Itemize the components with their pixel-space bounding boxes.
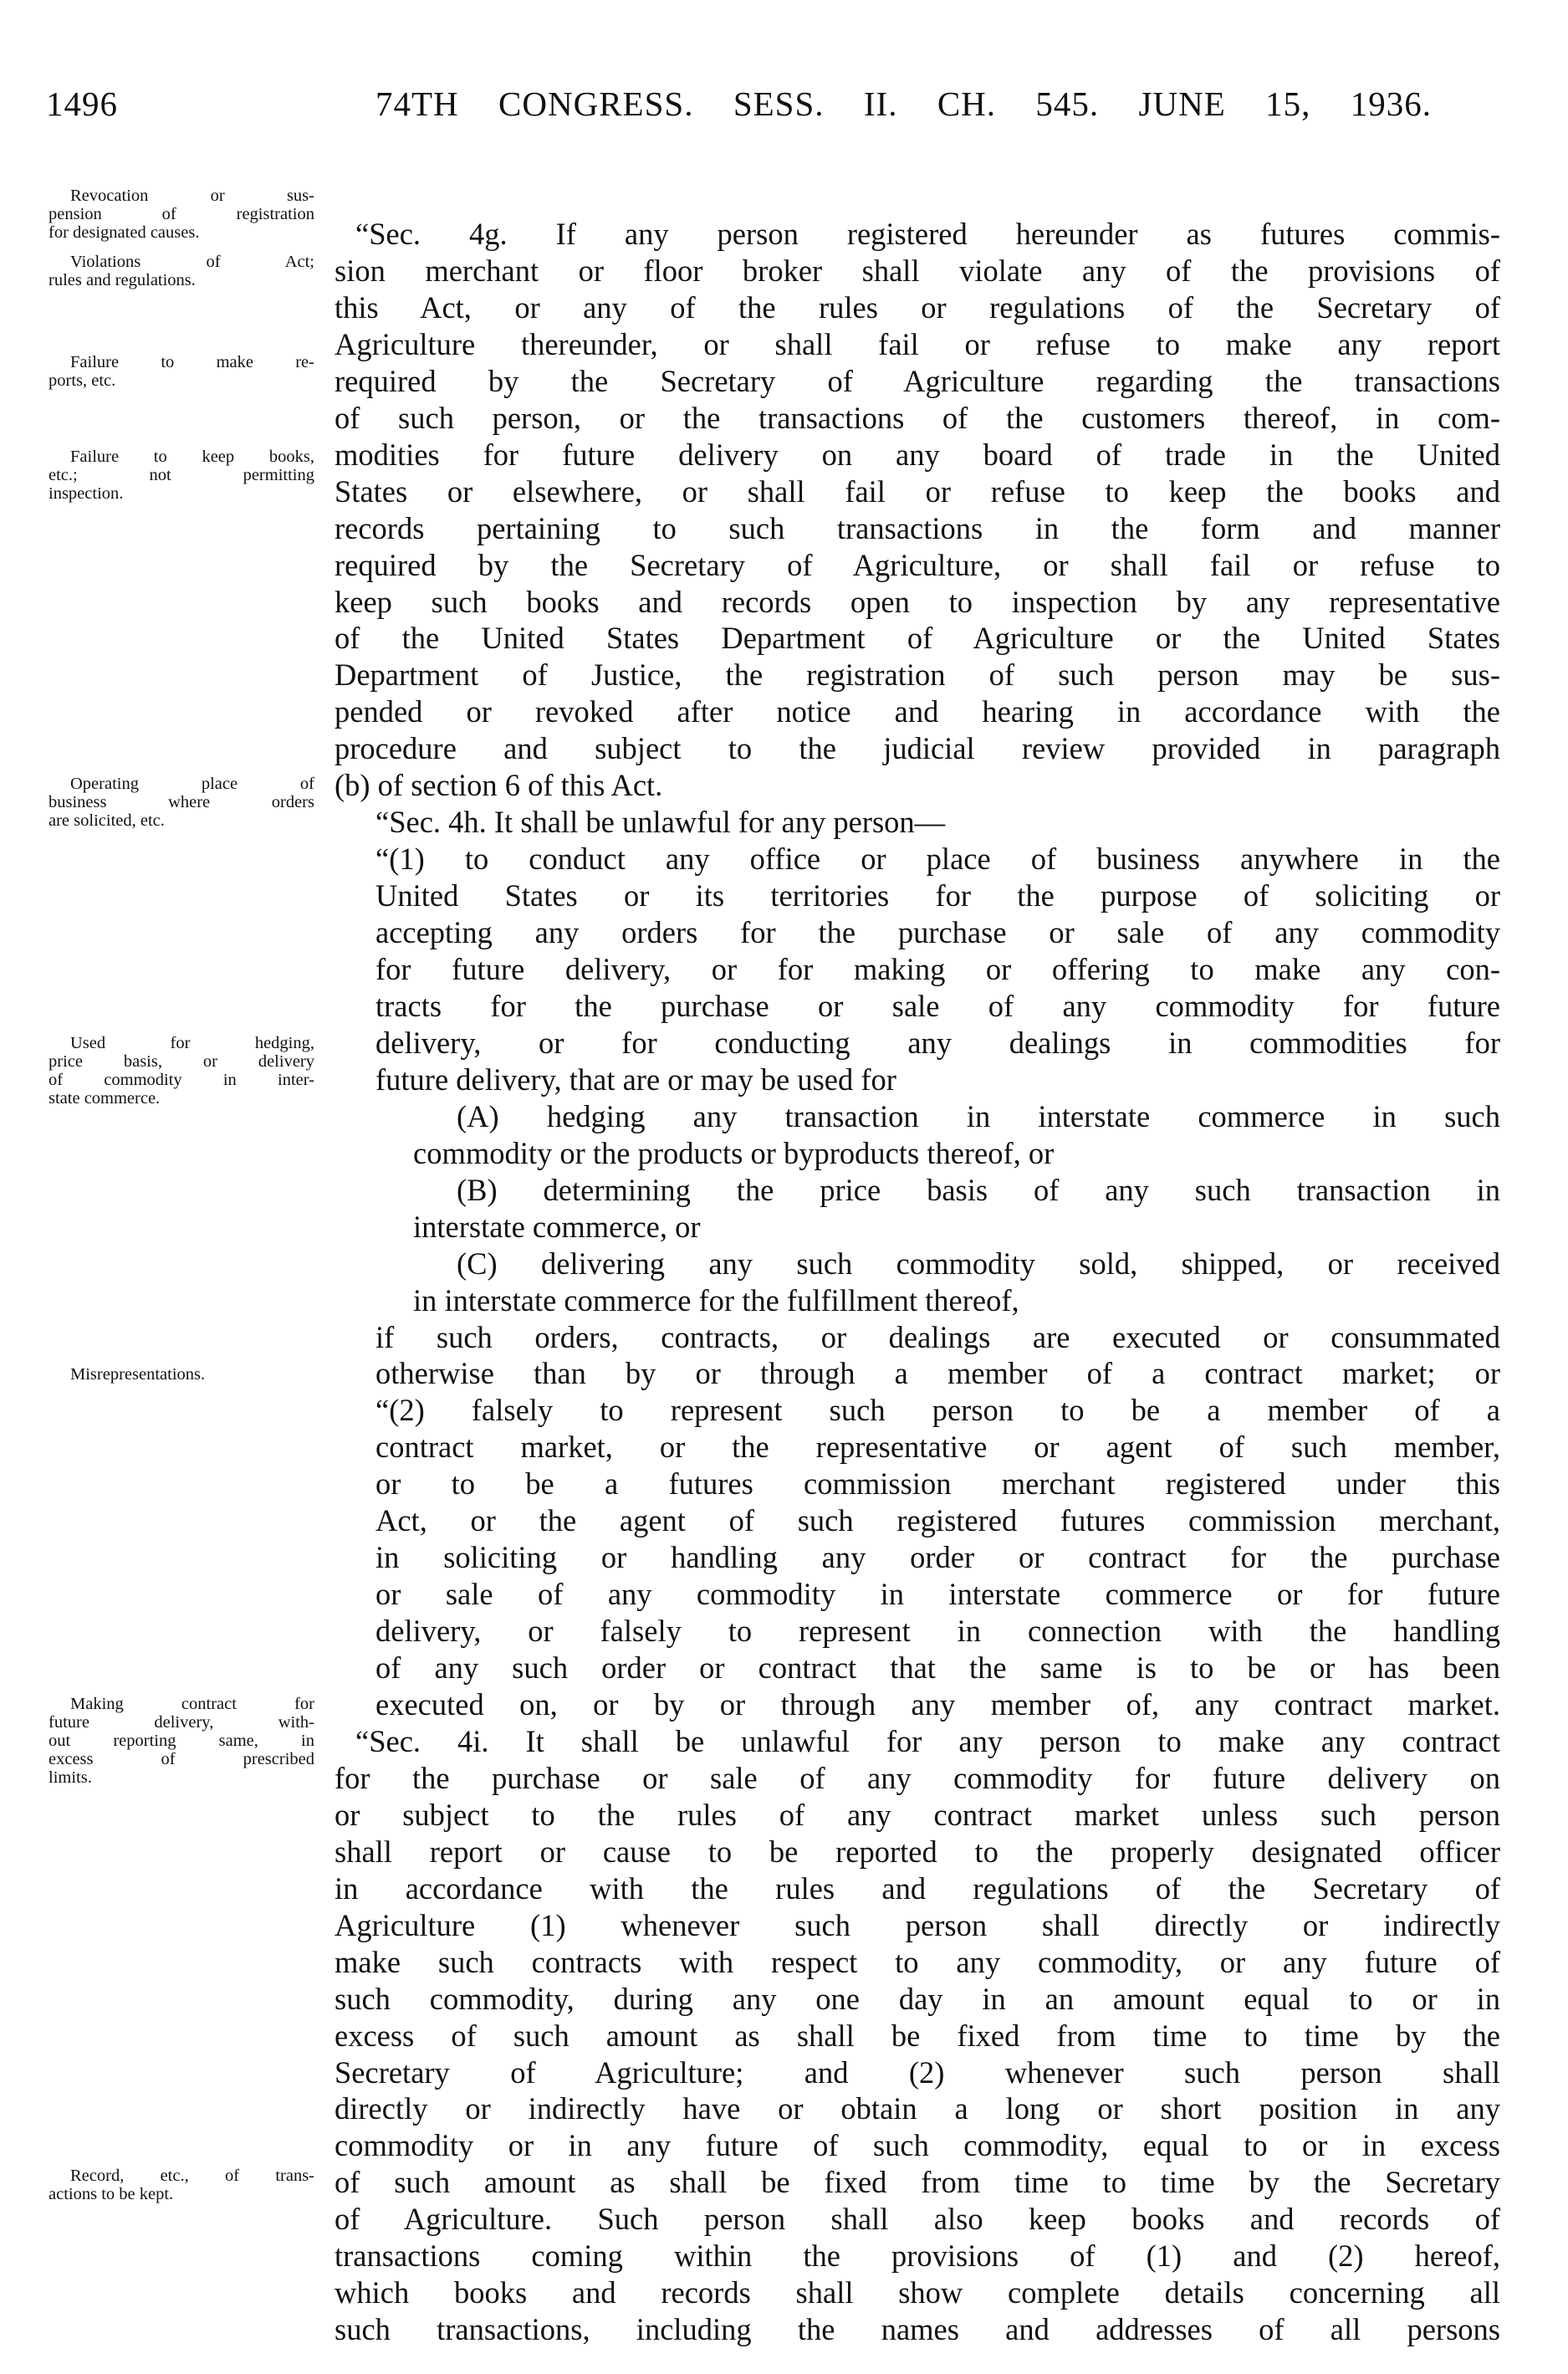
text-line: delivery, or falsely to represent in connection with the handling	[375, 1614, 1500, 1649]
note-line: Failure to make re-	[70, 353, 314, 371]
text-line: “Sec. 4i. It shall be unlawful for any person to make any contract	[355, 1723, 1500, 1758]
text-line: Secretary of Agriculture; and (2) whenever such person shall	[335, 2054, 1500, 2090]
text-line: executed on, or by or through any member of, any contract market.	[375, 1687, 1500, 1722]
text-line: commodity or in any future of such commodity, equal to or in excess	[335, 2128, 1500, 2163]
text-line: such transactions, including the names and addresses of all persons	[335, 2312, 1500, 2347]
text-line: in soliciting or handling any order or contract for the purchase	[375, 1540, 1500, 1575]
text-line: this Act, or any of the rules or regulations of the Secretary of	[335, 289, 1500, 325]
text-line: in interstate commerce for the fulfillment thereof,	[413, 1282, 1019, 1317]
text-line: of Agriculture. Such person shall also keep books and records of	[335, 2202, 1500, 2237]
margin-note-misrepresentations	[49, 1365, 314, 1384]
margin-note-failure-reports	[49, 353, 314, 390]
note-line: actions to be kept.	[49, 2185, 174, 2203]
note-line: future delivery, with-	[49, 1713, 314, 1732]
note-line: pension of registration	[49, 205, 314, 223]
text-line: modities for future delivery on any board of trade in the United	[335, 437, 1500, 472]
margin-note-failure-books	[49, 448, 314, 503]
text-line: “Sec. 4h. It shall be unlawful for any person—	[375, 805, 946, 840]
text-line: States or elsewhere, or shall fail or refuse to keep the books and	[335, 473, 1500, 509]
note-line: ports, etc.	[49, 371, 116, 390]
text-line: of such amount as shall be fixed from time to time by the Secretary	[335, 2165, 1500, 2200]
text-line: commodity or the products or byproducts thereof, or	[413, 1135, 1055, 1170]
text-line: tracts for the purchase or sale of any commodity for future	[375, 988, 1500, 1023]
text-line: procedure and subject to the judicial review provided in paragraph	[335, 731, 1500, 766]
text-line: of the United States Department of Agriculture or the United States	[335, 621, 1500, 656]
text-line: if such orders, contracts, or dealings are executed or consummated	[375, 1319, 1500, 1354]
note-line: inspection.	[49, 484, 124, 503]
note-line: price basis, or delivery	[49, 1052, 314, 1071]
text-line: for future delivery, or for making or offering to make any con-	[375, 952, 1500, 986]
note-line: Failure to keep books,	[70, 448, 314, 466]
note-line: Used for hedging,	[70, 1034, 314, 1052]
note-line: etc.; not permitting	[49, 466, 314, 484]
text-line: (b) of section 6 of this Act.	[335, 768, 663, 803]
note-line: state commerce.	[49, 1089, 161, 1108]
text-line: directly or indirectly have or obtain a long or short position in any	[335, 2091, 1500, 2126]
note-line: Operating place of	[70, 775, 314, 793]
text-line: interstate commerce, or	[413, 1209, 701, 1244]
text-line: otherwise than by or through a member of a contract market; or	[375, 1356, 1500, 1391]
text-line: contract market, or the representative or agent of such member,	[375, 1430, 1500, 1465]
text-line: required by the Secretary of Agriculture, or shall fail or refuse to	[335, 547, 1500, 582]
note-line: business where orders	[49, 793, 314, 811]
text-line: accepting any orders for the purchase or sale of any commodity	[375, 915, 1500, 950]
margin-note-revocation	[49, 187, 314, 242]
text-line: such commodity, during any one day in an amount equal to or in	[335, 1981, 1500, 2016]
text-line: shall report or cause to be reported to the properly designated officer	[335, 1834, 1500, 1869]
text-line: “(2) falsely to represent such person to be a member of a	[375, 1393, 1500, 1428]
margin-note-making-contract	[49, 1695, 314, 1787]
note-line: Record, etc., of trans-	[70, 2167, 314, 2185]
note-line: are solicited, etc.	[49, 811, 165, 830]
text-line: of such person, or the transactions of the customers thereof, in com-	[335, 400, 1500, 435]
text-line: delivery, or for conducting any dealings in commodities for	[375, 1025, 1500, 1060]
text-line: make such contracts with respect to any commodity, or any future of	[335, 1944, 1500, 1979]
note-line: Violations of Act;	[70, 253, 314, 271]
note-line: Revocation or sus-	[70, 187, 314, 205]
text-line: “(1) to conduct any office or place of business anywhere in the	[375, 842, 1500, 877]
margin-note-violations	[49, 253, 314, 289]
margin-note-records	[49, 2167, 314, 2203]
text-line: excess of such amount as shall be fixed from time to time by the	[335, 2018, 1500, 2053]
note-line: out reporting same, in	[49, 1732, 314, 1750]
text-line: for the purchase or sale of any commodity for future delivery on	[335, 1760, 1500, 1795]
text-line: Department of Justice, the registration of such person may be sus-	[335, 657, 1500, 693]
text-line: pended or revoked after notice and hearing in accordance with the	[335, 694, 1500, 729]
text-line: or sale of any commodity in interstate commerce or for future	[375, 1577, 1500, 1612]
note-line: excess of prescribed	[49, 1750, 314, 1768]
page-number: 1496	[46, 84, 118, 123]
note-line: limits.	[49, 1768, 92, 1787]
margin-note-hedging	[49, 1034, 314, 1108]
note-line: Misrepresentations.	[70, 1365, 206, 1384]
text-line: future delivery, that are or may be used for	[375, 1062, 896, 1097]
text-line: of any such order or contract that the same is to be or has been	[375, 1650, 1500, 1686]
text-line: (C) delivering any such commodity sold, shipped, or received	[457, 1246, 1500, 1281]
text-line: transactions coming within the provisions of (1) and (2) hereof,	[335, 2238, 1500, 2274]
text-line: sion merchant or floor broker shall violate any of the provisions of	[335, 253, 1500, 288]
note-line: for designated causes.	[49, 223, 200, 242]
text-line: records pertaining to such transactions in the form and manner	[335, 510, 1500, 545]
text-line: Agriculture thereunder, or shall fail or refuse to make any report	[335, 326, 1500, 361]
text-line: or to be a futures commission merchant registered under this	[375, 1466, 1500, 1502]
note-line: of commodity in inter-	[49, 1071, 314, 1089]
text-line: or subject to the rules of any contract market unless such person	[335, 1797, 1500, 1832]
text-line: Agriculture (1) whenever such person shall directly or indirectly	[335, 1907, 1500, 1942]
text-line: keep such books and records open to inspection by any representative	[335, 584, 1500, 619]
note-line: rules and regulations.	[49, 271, 196, 289]
note-line: Making contract for	[70, 1695, 314, 1713]
text-line: in accordance with the rules and regulations of the Secretary of	[335, 1870, 1500, 1906]
text-line: required by the Secretary of Agriculture regarding the transactions	[335, 363, 1500, 398]
margin-note-operating-place	[49, 775, 314, 830]
text-line: “Sec. 4g. If any person registered hereunder as futures commis-	[355, 217, 1500, 251]
text-line: which books and records shall show complete details concerning all	[335, 2275, 1500, 2310]
text-line: (B) determining the price basis of any such transaction in	[457, 1172, 1500, 1207]
text-line: United States or its territories for the purpose of soliciting or	[375, 878, 1500, 913]
text-line: Act, or the agent of such registered futures commission merchant,	[375, 1503, 1500, 1538]
running-header: 74TH CONGRESS. SESS. II. CH. 545. JUNE 15, 1936.	[375, 84, 1432, 123]
text-line: (A) hedging any transaction in interstate commerce in such	[457, 1098, 1500, 1133]
